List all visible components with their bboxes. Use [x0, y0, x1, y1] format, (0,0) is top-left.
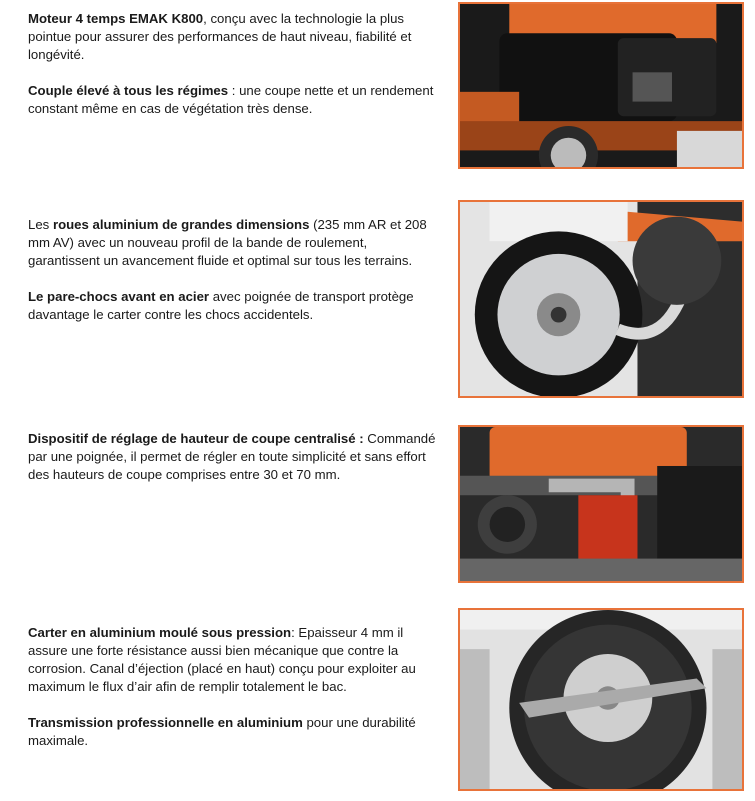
wheel-photo: [458, 200, 744, 398]
feature-paragraph: Les roues aluminium de grandes dimensions (235 mm AR et 208 mm AV) avec un nouveau profil de la bande de roulement, garantissent un avancement fluide et optimal sur tous les terrains.: [28, 217, 427, 268]
feature-text-engine: [28, 10, 438, 118]
feature-paragraph: Dispositif de réglage de hauteur de coupe centralisé : Commandé par une poignée, il permet de régler en toute simplicité et sans effort des hauteurs de coupe comprises entre 30 et 70 mm.: [28, 431, 436, 482]
feature-paragraph: Carter en aluminium moulé sous pression: Epaisseur 4 mm il assure une forte résistance aussi bien mécanique que contre la corrosion. Canal d’éjection (placé en haut) conçu pour exploiter au maximum le flux d’air afin de remplir totalement le bac.: [28, 625, 416, 694]
feature-paragraph: Le pare-chocs avant en acier avec poignée de transport protège davantage le carter contre les chocs accidentels.: [28, 289, 414, 322]
feature-paragraph: Couple élevé à tous les régimes : une coupe nette et un rendement constant même en cas de végétation très dense.: [28, 83, 434, 116]
deck-blade-photo: [458, 608, 744, 791]
feature-paragraph: Moteur 4 temps EMAK K800, conçu avec la technologie la plus pointue pour assurer des performances de haut niveau, fiabilité et longévité.: [28, 11, 412, 62]
feature-text-wheels: [28, 216, 438, 324]
engine-photo: [458, 2, 744, 169]
feature-text-deck: [28, 624, 438, 750]
feature-text-height-adjust: [28, 430, 438, 484]
height-adjust-photo: [458, 425, 744, 583]
feature-paragraph: Transmission professionnelle en aluminium pour une durabilité maximale.: [28, 715, 416, 748]
